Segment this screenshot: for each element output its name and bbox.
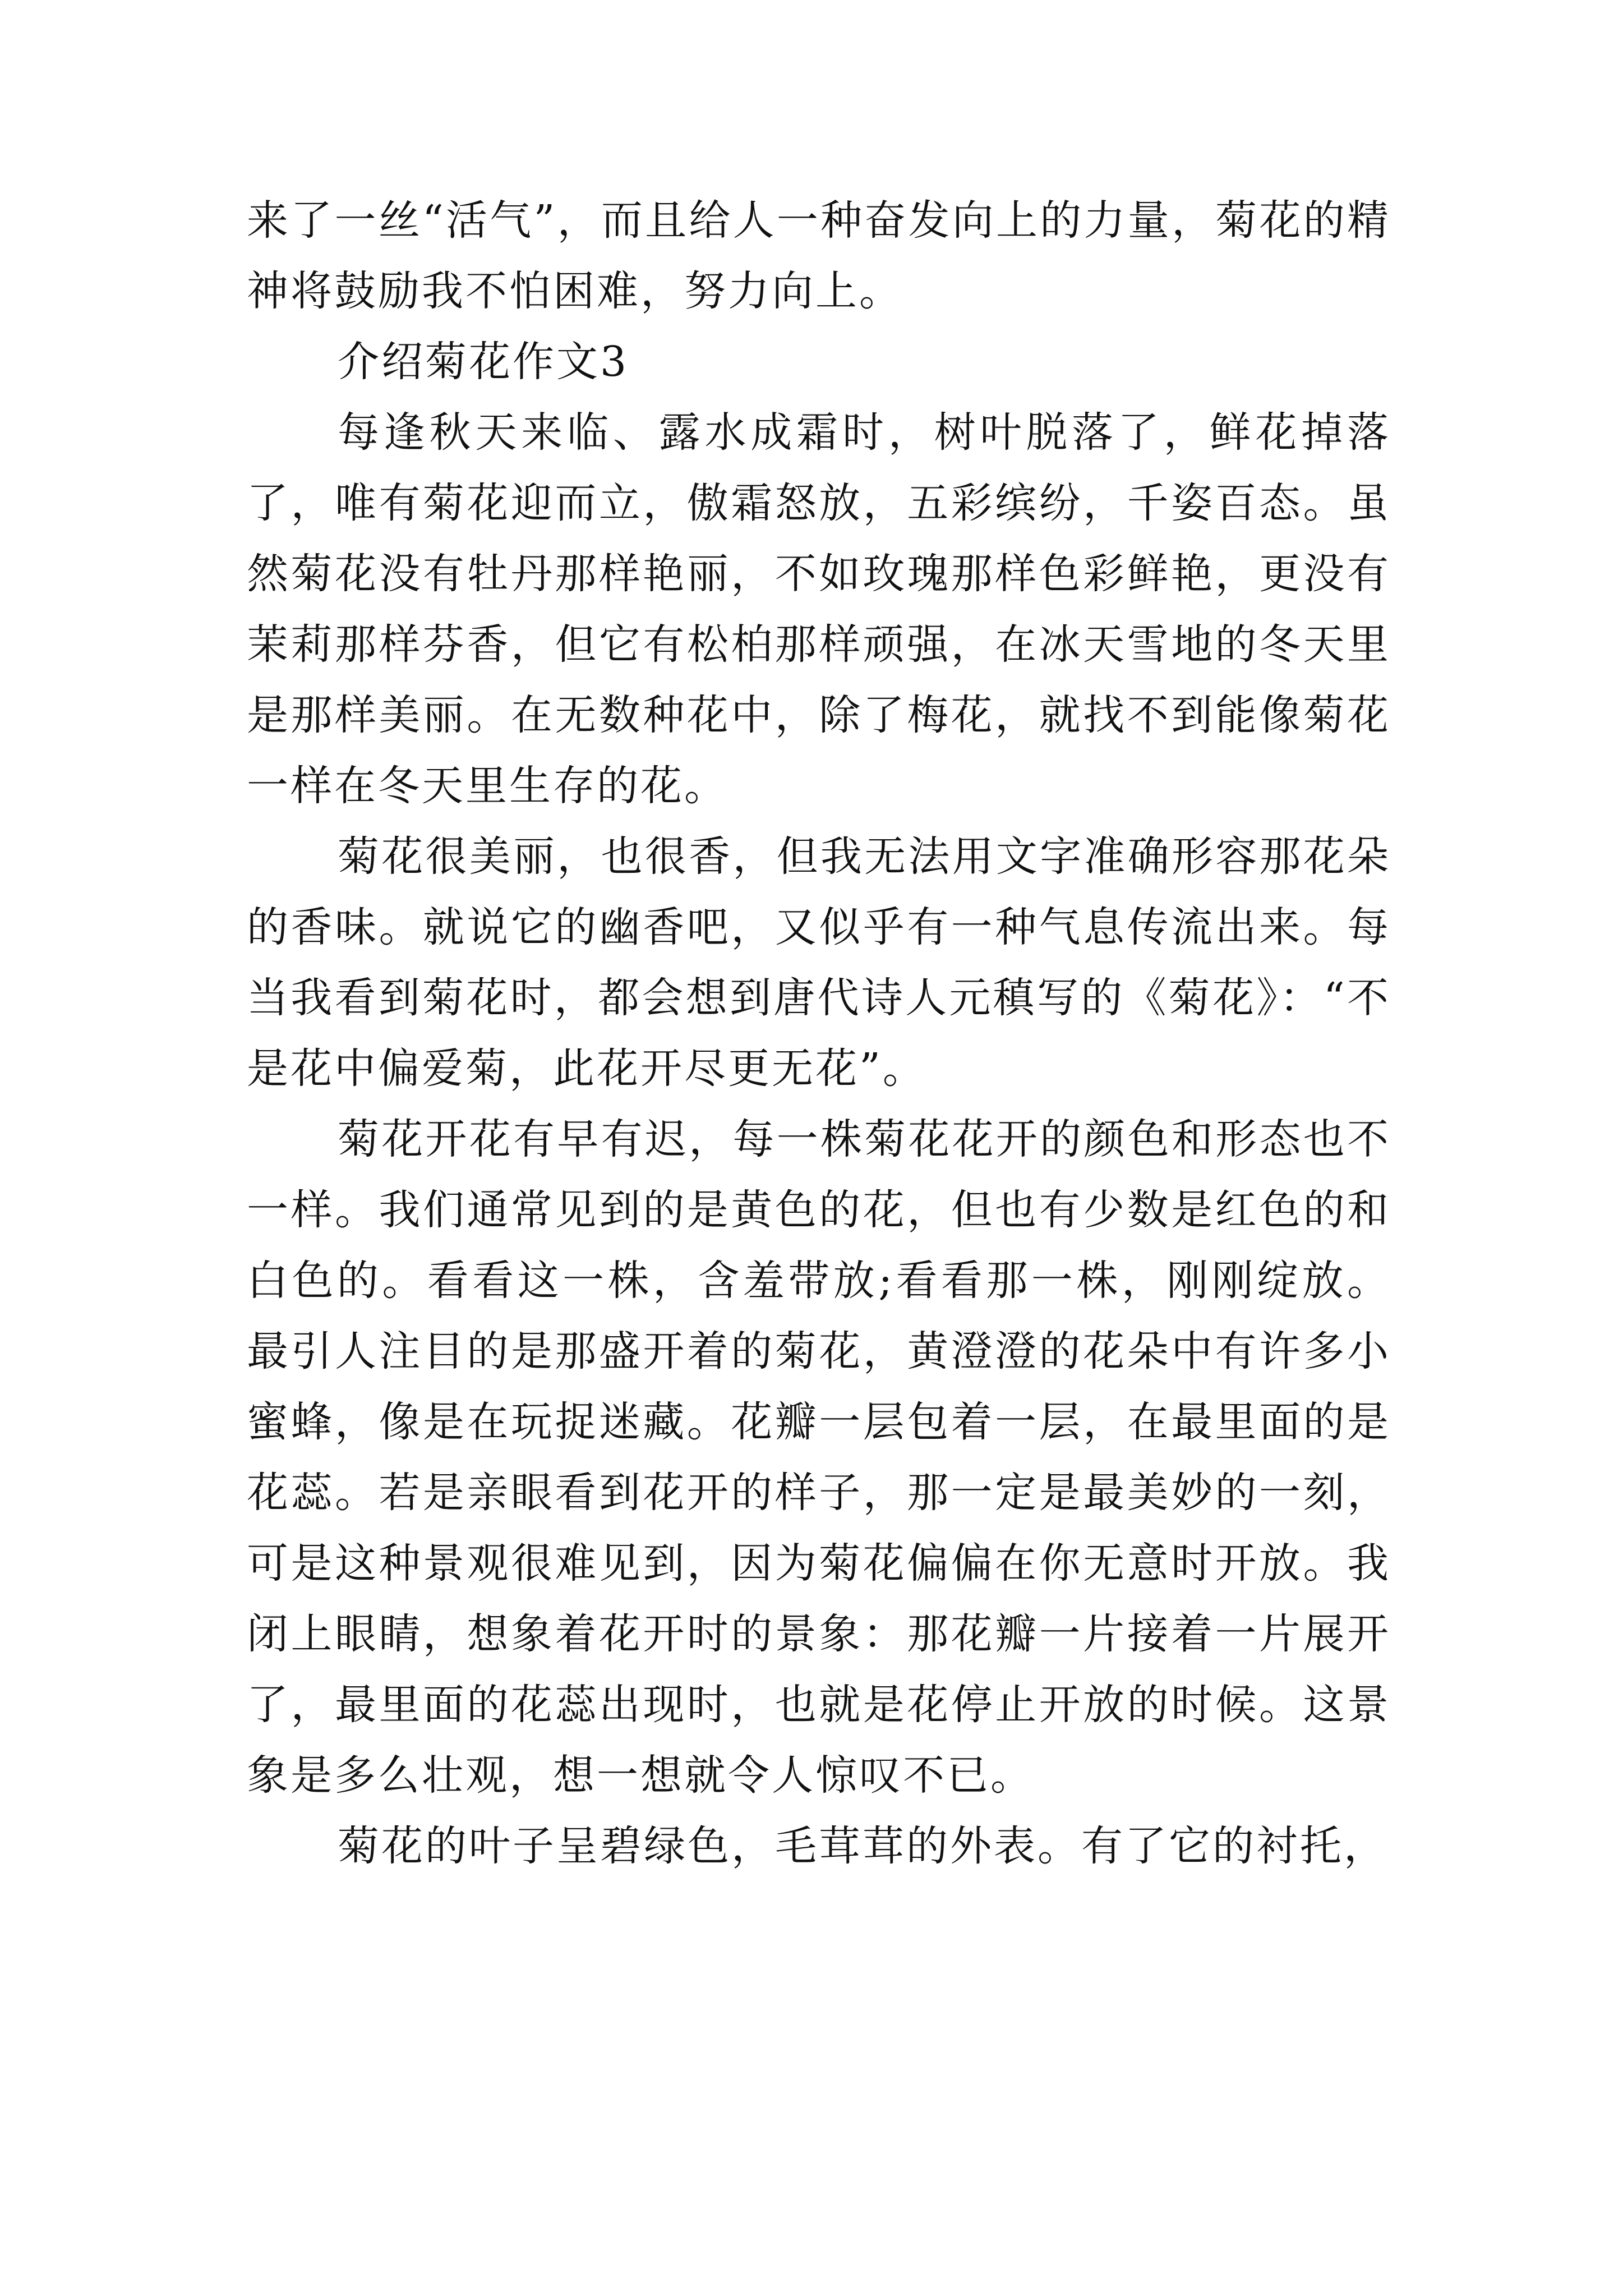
paragraph-fragrance: 菊花很美丽，也很香，但我无法用文字准确形容那花朵的香味。就说它的幽香吧，又似乎有一种气息传流出来。每当我看到菊花时，都会想到唐代诗人元稹写的《菊花》：“不是花中偏爱菊，此花开尽更无花”。 [247,832,1391,1093]
paragraph-continuation: 来了一丝“活气”，而且给人一种奋发向上的力量，菊花的精神将鼓励我不怕困难，努力向上。 [247,196,1391,315]
paragraph-autumn: 每逢秋天来临、露水成霜时，树叶脱落了，鲜花掉落了，唯有菊花迎而立，傲霜怒放，五彩缤纷，千姿百态。虽然菊花没有牡丹那样艳丽，不如玫瑰那样色彩鲜艳，更没有茉莉那样芬香，但它有松柏那样顽强，在冰天雪地的冬天里是那样美丽。在无数种花中，除了梅花，就找不到能像菊花一样在冬天里生存的花。 [247,408,1391,810]
paragraph-blooming: 菊花开花有早有迟，每一株菊花花开的颜色和形态也不一样。我们通常见到的是黄色的花，但也有少数是红色的和白色的。看看这一株，含羞带放;看看那一株，刚刚绽放。最引人注目的是那盛开着的菊花，黄澄澄的花朵中有许多小蜜蜂，像是在玩捉迷藏。花瓣一层包着一层，在最里面的是花蕊。若是亲眼看到花开的样子，那一定是最美妙的一刻，可是这种景观很难见到，因为菊花偏偏在你无意时开放。我闭上眼睛，想象着花开时的景象：那花瓣一片接着一片展开了，最里面的花蕊出现时，也就是花停止开放的时候。这景象是多么壮观，想一想就令人惊叹不已。 [247,1115,1391,1800]
body-text [247,185,1391,1881]
paragraph-leaves: 菊花的叶子呈碧绿色，毛茸茸的外表。有了它的衬托， [338,1822,1387,1870]
section-heading: 介绍菊花作文3 [338,338,629,386]
